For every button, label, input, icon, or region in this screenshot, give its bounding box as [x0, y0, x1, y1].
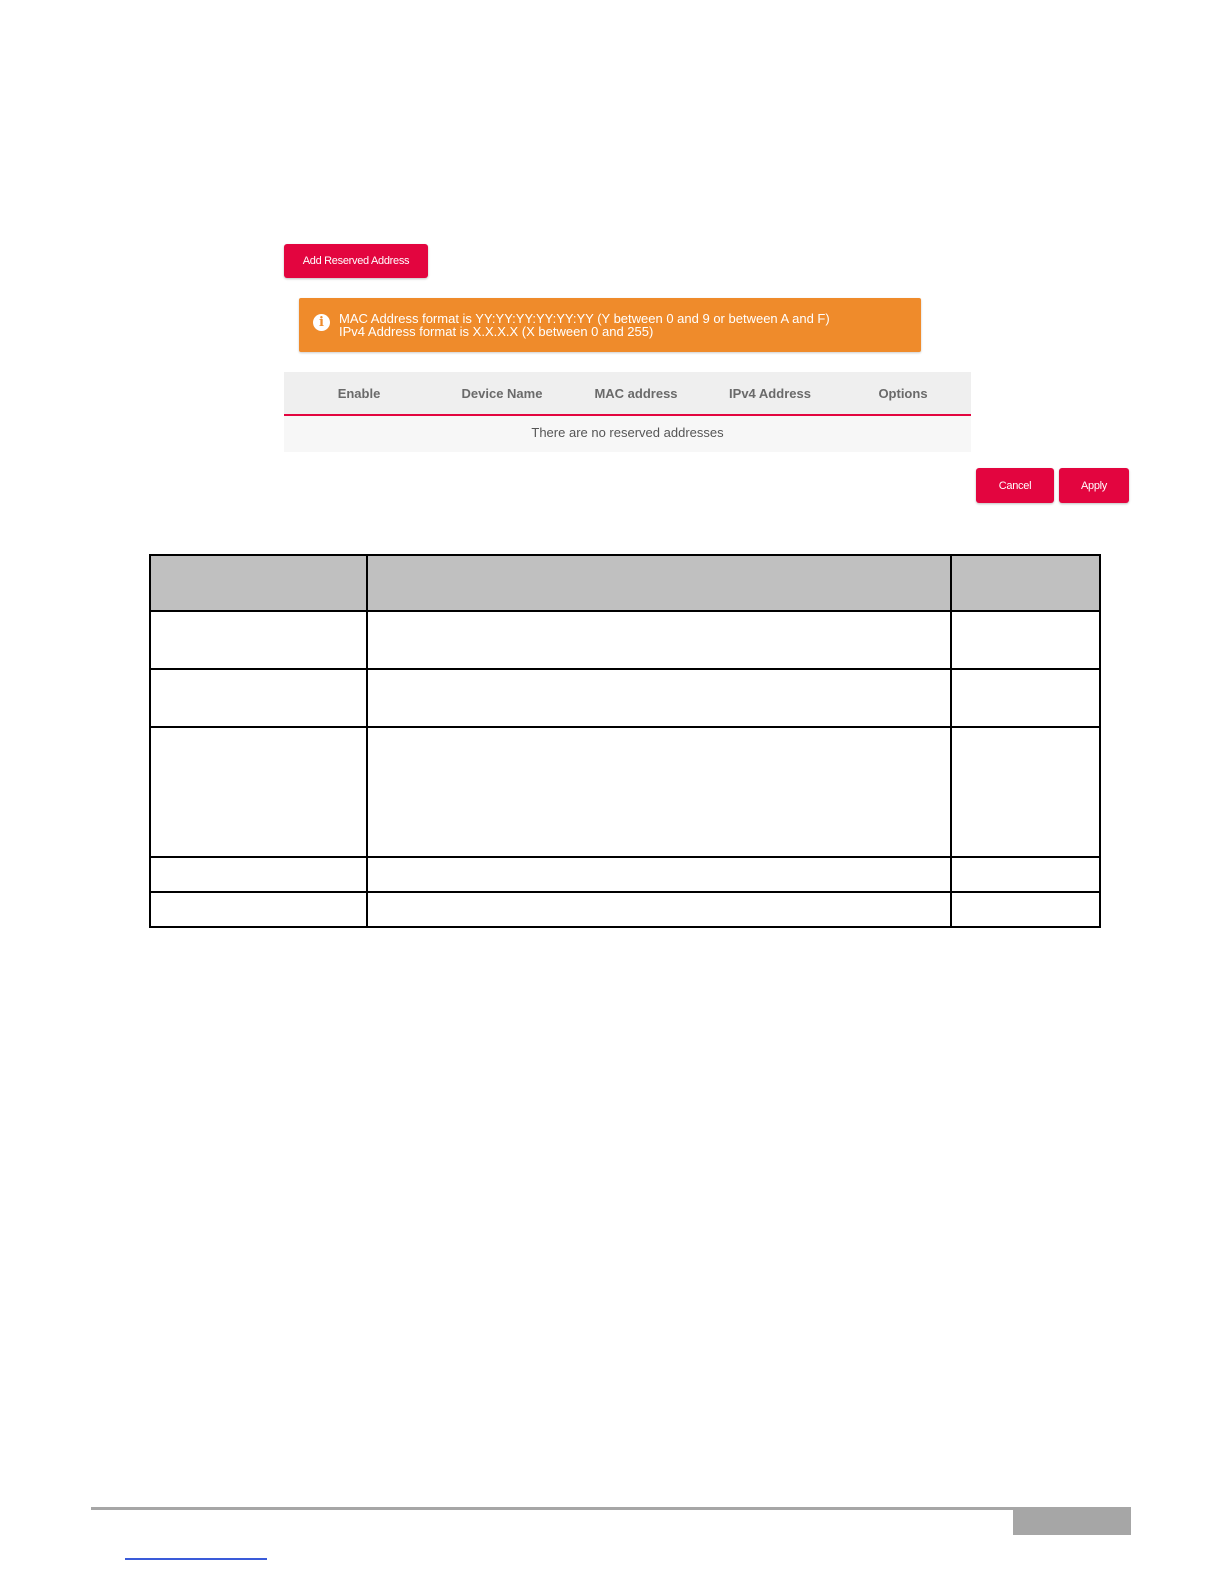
table-cell [951, 555, 1100, 611]
table-cell [951, 611, 1100, 669]
empty-state-message: There are no reserved addresses [284, 416, 971, 452]
column-header-options: Options [878, 386, 928, 401]
table-cell [367, 857, 951, 892]
ipv4-format-hint: IPv4 Address format is X.X.X.X (X between 0 and 255) [339, 324, 654, 339]
table-cell [367, 892, 951, 927]
table-row [150, 892, 1100, 927]
table-header [284, 372, 971, 416]
page-number-tab [1013, 1507, 1131, 1535]
table-cell [951, 727, 1100, 857]
table-row [150, 611, 1100, 669]
column-header-ipv4-address: IPv4 Address [729, 386, 811, 401]
info-icon: i [313, 314, 330, 331]
document-table [149, 554, 1101, 928]
cancel-button[interactable]: Cancel [976, 468, 1054, 503]
table-row [150, 857, 1100, 892]
table-cell [951, 669, 1100, 727]
table-header-row [150, 555, 1100, 611]
table-cell [367, 727, 951, 857]
table-row [150, 669, 1100, 727]
mac-format-hint: MAC Address format is YY:YY:YY:YY:YY:YY (Y between 0 and 9 or between A and F) [339, 311, 830, 326]
column-header-mac-address: MAC address [594, 386, 678, 401]
table-cell [367, 555, 951, 611]
column-header-device-name: Device Name [461, 386, 543, 401]
reserved-addresses-table [284, 372, 971, 452]
table-cell [150, 555, 367, 611]
footer-divider [91, 1507, 1131, 1510]
column-header-enable: Enable [337, 386, 381, 401]
table-cell [367, 611, 951, 669]
table-cell [951, 857, 1100, 892]
info-banner [299, 298, 921, 352]
table-row [150, 727, 1100, 857]
table-cell [150, 669, 367, 727]
table-cell [150, 611, 367, 669]
table-cell [150, 892, 367, 927]
table-cell [951, 892, 1100, 927]
table-cell [150, 857, 367, 892]
apply-button[interactable]: Apply [1059, 468, 1129, 503]
table-cell [367, 669, 951, 727]
table-cell [150, 727, 367, 857]
footer-link[interactable] [125, 1558, 267, 1560]
add-reserved-address-button[interactable]: Add Reserved Address [284, 244, 428, 278]
